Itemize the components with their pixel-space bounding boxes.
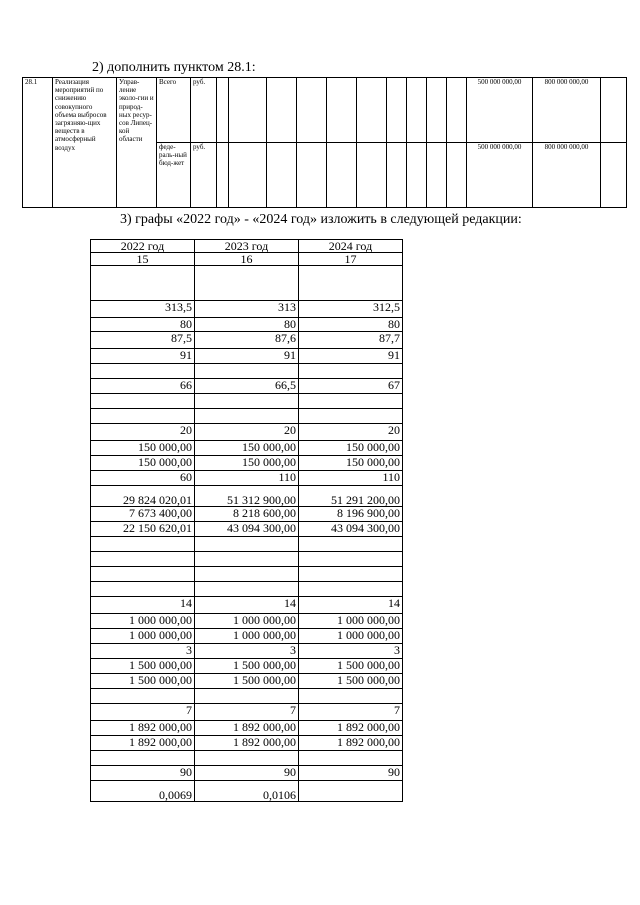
unit: руб. — [191, 78, 217, 143]
value-cell: 29 824 020,01 — [91, 486, 195, 507]
value-cell: 1 500 000,00 — [91, 659, 195, 674]
table-row — [91, 349, 403, 364]
value-cell: 80 — [299, 318, 403, 332]
value-cell: 20 — [299, 424, 403, 441]
table-row — [23, 78, 627, 143]
column-number: 17 — [299, 253, 403, 266]
year-header: 2022 год — [91, 240, 195, 253]
value-cell — [299, 537, 403, 552]
value-cell: 14 — [299, 597, 403, 614]
value-cell: 8 218 600,00 — [195, 507, 299, 522]
table-row — [91, 266, 403, 301]
value-cell — [299, 689, 403, 704]
value-cell: 1 000 000,00 — [91, 614, 195, 629]
table-row — [91, 567, 403, 582]
value-cell: 800 000 000,00 — [533, 78, 601, 143]
value-cell: 80 — [195, 318, 299, 332]
value-cell: 22 150 620,01 — [91, 522, 195, 537]
value-cell: 14 — [91, 597, 195, 614]
value-cell — [195, 409, 299, 424]
value-cell: 1 500 000,00 — [195, 674, 299, 689]
table-row — [91, 486, 403, 507]
value-cell: 91 — [91, 349, 195, 364]
table-row — [91, 364, 403, 379]
value-cell — [195, 394, 299, 409]
value-cell: 51 291 200,00 — [299, 486, 403, 507]
value-cell — [91, 689, 195, 704]
value-cell: 8 196 900,00 — [299, 507, 403, 522]
value-cell — [195, 552, 299, 567]
table-row — [91, 379, 403, 394]
value-cell: 1 500 000,00 — [299, 674, 403, 689]
table-row — [91, 766, 403, 781]
value-cell — [91, 364, 195, 379]
table-row — [91, 751, 403, 766]
table-row — [91, 736, 403, 751]
value-cell: 7 — [299, 704, 403, 721]
table-row — [91, 629, 403, 644]
table-row — [91, 394, 403, 409]
value-cell: 500 000 000,00 — [467, 143, 533, 208]
value-cell — [299, 567, 403, 582]
value-cell — [91, 552, 195, 567]
value-cell — [299, 266, 403, 301]
value-cell: 60 — [91, 471, 195, 486]
value-cell — [299, 364, 403, 379]
table-row — [91, 522, 403, 537]
value-cell: 1 500 000,00 — [299, 659, 403, 674]
value-cell: 43 094 300,00 — [195, 522, 299, 537]
value-cell: 1 000 000,00 — [195, 614, 299, 629]
value-cell: 0,0069 — [91, 781, 195, 802]
table-row — [91, 614, 403, 629]
item-number: 28.1 — [23, 78, 53, 208]
table-row — [91, 721, 403, 736]
value-cell: 91 — [299, 349, 403, 364]
value-cell: 7 — [91, 704, 195, 721]
value-cell: 110 — [299, 471, 403, 486]
value-cell: 150 000,00 — [195, 441, 299, 456]
value-cell: 66 — [91, 379, 195, 394]
value-cell: 150 000,00 — [91, 441, 195, 456]
value-cell: 1 000 000,00 — [299, 629, 403, 644]
value-cell: 150 000,00 — [195, 456, 299, 471]
value-cell: 1 892 000,00 — [299, 721, 403, 736]
measure-name: Реализация мероприятий по снижению совокупного объема выбросов загрязняю-щих веществ в атмосферный воздух — [53, 78, 117, 208]
table-row — [91, 318, 403, 332]
value-cell: 66,5 — [195, 379, 299, 394]
table-row — [91, 704, 403, 721]
year-header: 2023 год — [195, 240, 299, 253]
table-row — [91, 597, 403, 614]
value-cell: 7 — [195, 704, 299, 721]
table-row — [91, 674, 403, 689]
value-cell — [299, 552, 403, 567]
table-row — [91, 644, 403, 659]
value-cell: 1 892 000,00 — [195, 721, 299, 736]
value-cell: 87,5 — [91, 332, 195, 349]
executor: Управ-ление эколо-гии и природ-ных ресур-сов Липец-кой области — [117, 78, 157, 208]
value-cell: 90 — [299, 766, 403, 781]
table-row — [91, 441, 403, 456]
table-row — [91, 781, 403, 802]
value-cell: 313 — [195, 301, 299, 318]
value-cell: 87,6 — [195, 332, 299, 349]
value-cell: 1 000 000,00 — [299, 614, 403, 629]
table-row — [91, 552, 403, 567]
value-cell: 20 — [91, 424, 195, 441]
value-cell — [299, 751, 403, 766]
value-cell: 500 000 000,00 — [467, 78, 533, 143]
value-cell — [195, 567, 299, 582]
unit: руб. — [191, 143, 217, 208]
value-cell — [195, 537, 299, 552]
value-cell: 313,5 — [91, 301, 195, 318]
value-cell — [195, 689, 299, 704]
value-cell — [299, 781, 403, 802]
value-cell — [195, 266, 299, 301]
value-cell: 91 — [195, 349, 299, 364]
header-row — [91, 240, 403, 253]
table-row — [91, 424, 403, 441]
table-row — [91, 332, 403, 349]
value-cell: 800 000 000,00 — [533, 143, 601, 208]
value-cell — [91, 751, 195, 766]
value-cell — [91, 409, 195, 424]
table-row — [91, 689, 403, 704]
value-cell — [91, 567, 195, 582]
value-cell: 150 000,00 — [91, 456, 195, 471]
value-cell: 150 000,00 — [299, 441, 403, 456]
table-row — [91, 537, 403, 552]
column-number: 15 — [91, 253, 195, 266]
value-cell: 14 — [195, 597, 299, 614]
section-heading-2: 2) дополнить пунктом 28.1: — [92, 60, 256, 75]
value-cell: 80 — [91, 318, 195, 332]
value-cell — [195, 364, 299, 379]
funding-source: Всего — [157, 78, 191, 143]
table-row — [91, 456, 403, 471]
value-cell: 3 — [91, 644, 195, 659]
value-cell: 43 094 300,00 — [299, 522, 403, 537]
value-cell: 150 000,00 — [299, 456, 403, 471]
value-cell: 87,7 — [299, 332, 403, 349]
year-header: 2024 год — [299, 240, 403, 253]
value-cell: 51 312 900,00 — [195, 486, 299, 507]
value-cell: 90 — [91, 766, 195, 781]
value-cell: 312,5 — [299, 301, 403, 318]
value-cell: 1 500 000,00 — [195, 659, 299, 674]
value-cell: 20 — [195, 424, 299, 441]
value-cell — [91, 537, 195, 552]
value-cell: 1 892 000,00 — [91, 736, 195, 751]
value-cell: 3 — [299, 644, 403, 659]
table-row — [91, 409, 403, 424]
column-number: 16 — [195, 253, 299, 266]
value-cell: 1 892 000,00 — [299, 736, 403, 751]
table-row — [91, 507, 403, 522]
value-cell: 1 000 000,00 — [91, 629, 195, 644]
value-cell: 1 892 000,00 — [195, 736, 299, 751]
value-cell — [195, 582, 299, 597]
value-cell: 90 — [195, 766, 299, 781]
value-cell: 7 673 400,00 — [91, 507, 195, 522]
value-cell: 67 — [299, 379, 403, 394]
value-cell — [299, 409, 403, 424]
value-cell: 1 500 000,00 — [91, 674, 195, 689]
value-cell: 1 000 000,00 — [195, 629, 299, 644]
value-cell: 1 892 000,00 — [91, 721, 195, 736]
value-cell: 0,0106 — [195, 781, 299, 802]
value-cell: 3 — [195, 644, 299, 659]
value-cell — [91, 266, 195, 301]
value-cell — [91, 394, 195, 409]
value-cell — [299, 582, 403, 597]
section-heading-3: 3) графы «2022 год» - «2024 год» изложить в следующей редакции: — [120, 212, 522, 227]
value-cell — [195, 751, 299, 766]
value-cell — [91, 582, 195, 597]
value-cell — [299, 394, 403, 409]
table-row — [91, 582, 403, 597]
table-row — [91, 659, 403, 674]
column-number-row — [91, 253, 403, 266]
table-row — [91, 301, 403, 318]
funding-source: феде-раль-ный бюд-жет — [157, 143, 191, 208]
measure-table — [22, 77, 627, 208]
value-cell: 110 — [195, 471, 299, 486]
table-row — [91, 471, 403, 486]
years-table — [90, 239, 403, 802]
